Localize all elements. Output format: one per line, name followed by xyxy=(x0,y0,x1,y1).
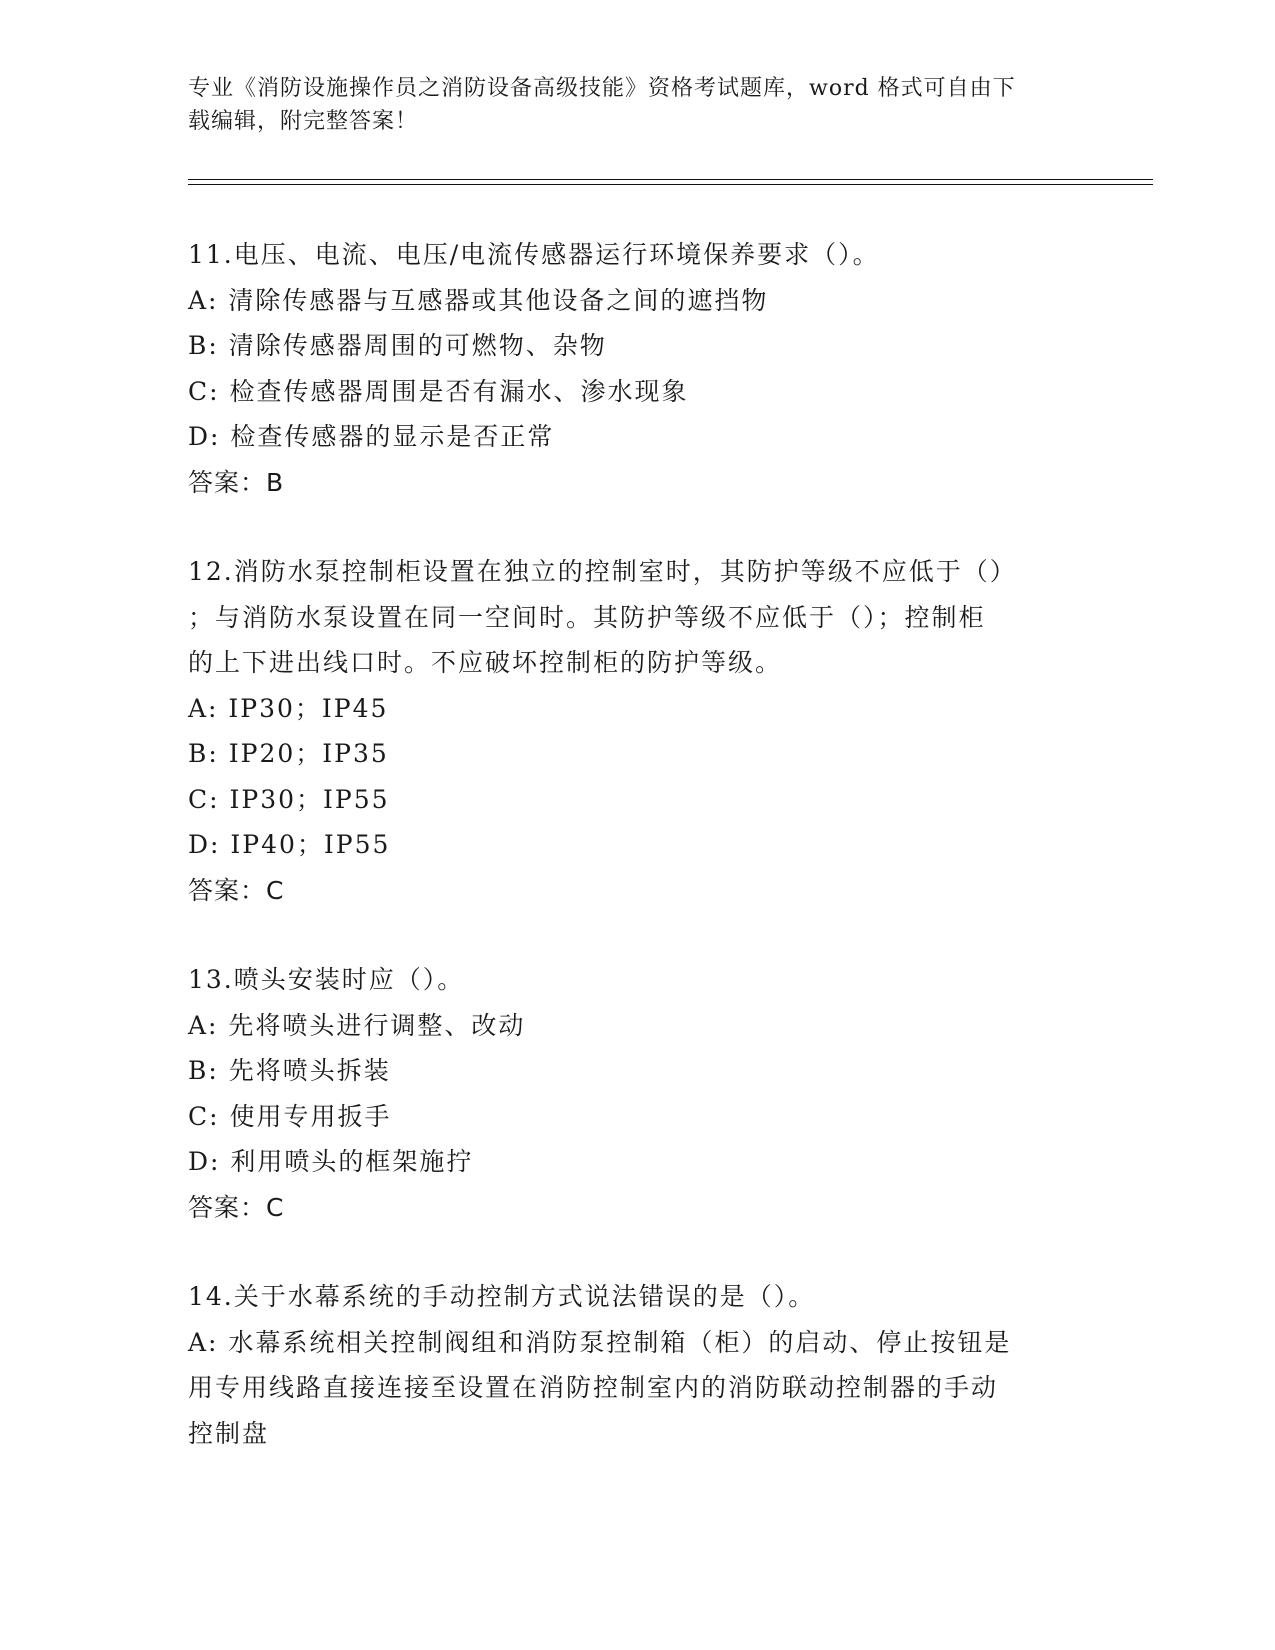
question-option: D: IP40；IP55 xyxy=(188,830,391,859)
question-option: 控制盘 xyxy=(188,1418,270,1448)
question-answer: 答案：B xyxy=(188,467,285,497)
question-option: B: IP20；IP35 xyxy=(188,739,389,768)
question-block xyxy=(188,232,1088,505)
question-option: B: 先将喷头拆装 xyxy=(188,1056,391,1085)
question-stem: ；与消防水泵设置在同一空间时。其防护等级不应低于（）；控制柜 xyxy=(188,602,986,632)
question-option: D: 利用喷头的框架施拧 xyxy=(188,1147,474,1176)
question-stem: 14.关于水幕系统的手动控制方式说法错误的是（）。 xyxy=(188,1282,816,1311)
question-option: A: IP30；IP45 xyxy=(188,693,389,723)
document-header xyxy=(188,72,1088,138)
question-block xyxy=(188,1274,1088,1456)
question-option: A: 清除传感器与互感器或其他设备之间的遮挡物 xyxy=(188,285,769,315)
question-stem: 13.喷头安装时应（）。 xyxy=(188,965,465,994)
header-line-2: 载编辑，附完整答案！ xyxy=(188,109,419,134)
question-option: A: 水幕系统相关控制阀组和消防泵控制箱（柜）的启动、停止按钮是 xyxy=(188,1327,1012,1357)
question-list xyxy=(188,232,1088,1500)
question-option: B: 清除传感器周围的可燃物、杂物 xyxy=(188,331,607,360)
question-option: D: 检查传感器的显示是否正常 xyxy=(188,422,555,451)
question-block xyxy=(188,957,1088,1230)
question-option: C: 使用专用扳手 xyxy=(188,1101,392,1131)
question-answer: 答案：C xyxy=(188,1192,285,1222)
question-option: A: 先将喷头进行调整、改动 xyxy=(188,1010,526,1040)
question-stem: 12.消防水泵控制柜设置在独立的控制室时，其防护等级不应低于（） xyxy=(188,557,1017,586)
question-option: C: IP30；IP55 xyxy=(188,784,390,814)
header-divider-bottom xyxy=(188,184,1153,185)
header-divider-top xyxy=(188,179,1153,180)
question-answer: 答案：C xyxy=(188,875,285,905)
question-block xyxy=(188,549,1088,913)
question-stem: 11.电压、电流、电压/电流传感器运行环境保养要求（）。 xyxy=(188,240,880,269)
header-line-1: 专业《消防设施操作员之消防设备高级技能》资格考试题库，word 格式可自由下 xyxy=(188,76,1016,101)
question-stem: 的上下进出线口时。不应破坏控制柜的防护等级。 xyxy=(188,648,783,677)
question-option: 用专用线路直接连接至设置在消防控制室内的消防联动控制器的手动 xyxy=(188,1373,999,1402)
question-option: C: 检查传感器周围是否有漏水、渗水现象 xyxy=(188,376,689,406)
